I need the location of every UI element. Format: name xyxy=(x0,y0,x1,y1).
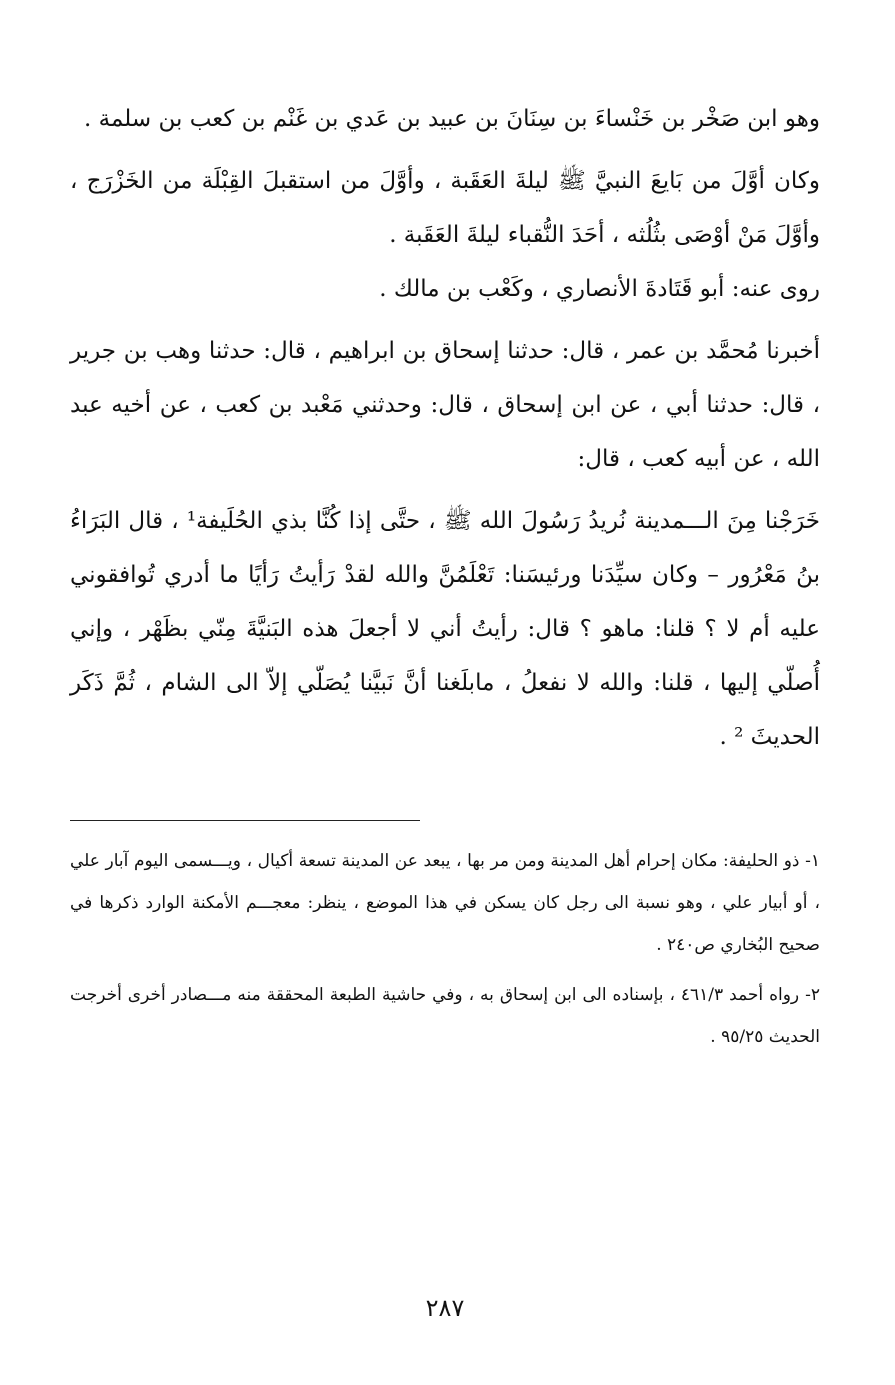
paragraph-firsts: وكان أوَّلَ من بَايعَ النبيَّ ﷺ ليلةَ العَقَبة ، وأوَّلَ من استقبلَ القِبْلَة من الخَزْرَج ، وأوَّلَ مَنْ أوْصَى بثُلُثه ، أحَدَ النُّقباء ليلةَ العَقَبة . xyxy=(70,168,820,248)
page-number: ٢٨٧ xyxy=(425,1294,465,1322)
footnote-rule xyxy=(70,820,420,821)
paragraph-isnad: أخبرنا مُحمَّد بن عمر ، قال: حدثنا إسحاق بن ابراهيم ، قال: حدثنا وهب بن جرير ، قال: حدثنا أبي ، عن ابن إسحاق ، قال: وحدثني مَعْبد بن كعب ، عن أخيه عبد الله ، عن أبيه كعب ، قال: xyxy=(70,338,820,472)
main-text xyxy=(70,92,820,764)
footnotes xyxy=(70,840,820,1058)
paragraph-hadith: خَرَجْنا مِنَ الـــمدينة نُريدُ رَسُولَ الله ﷺ ، حتَّى إذا كُنَّا بذي الحُلَيفة¹ ، قال البَرَاءُ بنُ مَعْرُور – وكان سيِّدَنا ورئيسَنا: تَعْلَمُنَّ والله لقدْ رَأيتُ رَأيًا ما أدري تُوافقوني عليه أم لا ؟ قلنا: ماهو ؟ قال: رأيتُ أني لا أجعلَ هذه البَنيَّةَ مِنّي بظَهْر ، وإني أُصلّي إليها ، قلنا: والله لا نفعلُ ، مابلَغنا أنَّ نَبيَّنا يُصَلّي إلاّ الى الشام ، ثُمَّ ذَكَر الحديثَ ² . xyxy=(70,508,820,750)
paragraph-lineage: وهو ابن صَخْر بن خَنْساءَ بن سِنَانَ بن عبيد بن عَدي بن غَنْم بن كعب بن سلمة . xyxy=(84,106,820,132)
footnote-separator xyxy=(70,820,820,822)
paragraph-narrators: روى عنه: أبو قَتَادةَ الأنصاري ، وكَعْب بن مالك . xyxy=(379,276,820,302)
book-page xyxy=(70,92,820,1362)
footnote-2: ٢- رواه أحمد ٤٦١/٣ ، بإسناده الى ابن إسحاق به ، وفي حاشية الطبعة المحققة منه مـــصادر أخرى أخرجت الحديث ٩٥/٢٥ . xyxy=(70,985,820,1047)
footnote-1: ١- ذو الحليفة: مكان إحرام أهل المدينة ومن مر بها ، يبعد عن المدينة تسعة أكيال ، ويـــسمى اليوم آبار علي ، أو أبيار علي ، وهو نسبة الى رجل كان يسكن في هذا الموضع ، ينظر: معجـــم الأمكنة الوارد ذكرها في صحيح البُخاري ص٢٤٠ . xyxy=(70,851,820,955)
